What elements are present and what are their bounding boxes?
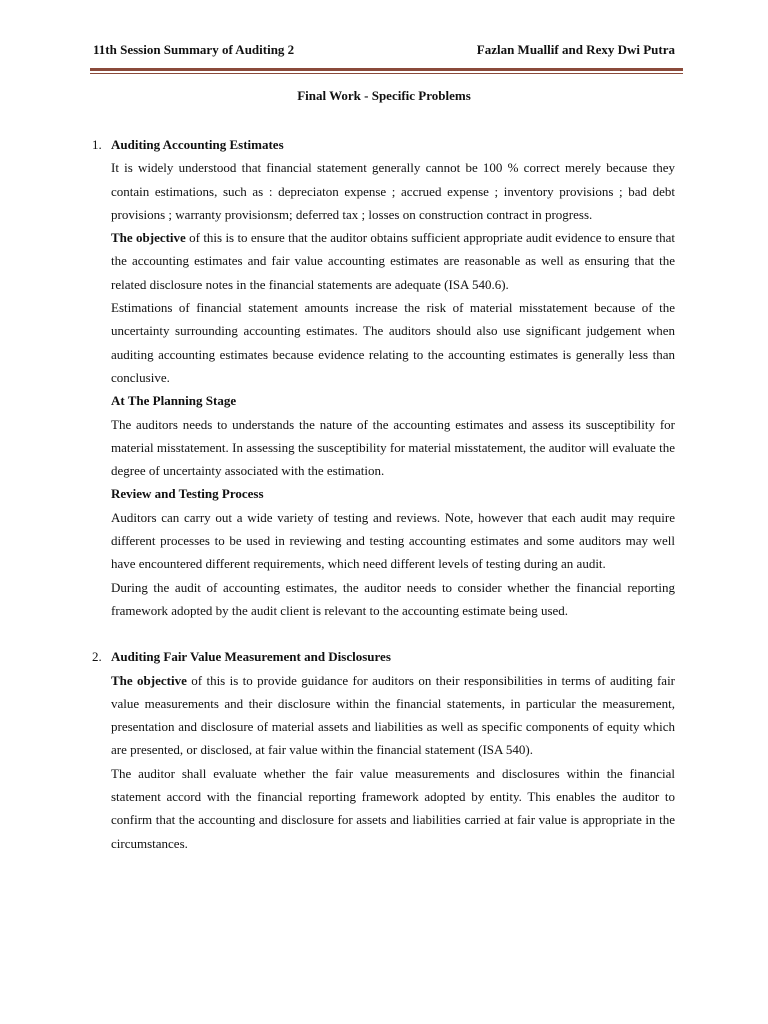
paragraph-objective <box>111 669 675 762</box>
header-authors: Fazlan Muallif and Rexy Dwi Putra <box>476 42 675 57</box>
document-body <box>92 133 675 855</box>
page-header <box>93 42 675 58</box>
section-heading: Auditing Accounting Estimates <box>111 137 284 152</box>
section-number: 1. <box>92 137 102 152</box>
header-rule-thick <box>90 68 683 71</box>
subheading-review-testing: Review and Testing Process <box>111 486 264 502</box>
header-course-title: 11th Session Summary of Auditing 2 <box>93 42 295 57</box>
section-number: 2. <box>92 649 102 665</box>
paragraph-lead: The objective <box>111 230 186 246</box>
paragraph-lead: The objective <box>111 672 187 688</box>
paragraph-text: of this is to ensure that the auditor obtains sufficient appropriate audit evidence to ensure that the accounting estimates and fair value accounting estimates are reasonable as well as ensuring that the related disclosure notes in the financial statements are adequate (ISA 540.6). <box>111 230 676 292</box>
subheading-planning-stage: At The Planning Stage <box>111 393 237 409</box>
paragraph: During the audit of accounting estimates, the auditor needs to consider whether the financial reporting framework adopted by the audit client is relevant to the accounting estimate being used. <box>111 579 675 618</box>
section-fair-value <box>92 645 675 855</box>
paragraph: The auditors needs to understands the nature of the accounting estimates and assess its susceptibility for material misstatement. In assessing the susceptibility for material misstatement, the auditor will evaluate the degree of uncertainty associated with the estimation. <box>111 416 675 479</box>
header-rule-thin <box>90 73 683 74</box>
paragraph-text: of this is to provide guidance for auditors on their responsibilities in terms of auditing fair value measurements and their disclosure within the financial statements, in particular the measurement, presentation and disclosure of material assets and liabilities as well as specific components of equity which are presented, or disclosed, at fair value within the financial statement (ISA 540). <box>111 672 676 758</box>
paragraph-objective <box>111 226 675 296</box>
paragraph: The auditor shall evaluate whether the fair value measurements and disclosures within the financial statement accord with the financial reporting framework adopted by entity. This enables the auditor to confirm that the accounting and disclosure for assets and liabilities carried at fair value is appropriate in the circumstances. <box>111 765 675 851</box>
document-title: Final Work - Specific Problems <box>297 88 471 103</box>
paragraph: It is widely understood that financial statement generally cannot be 100 % correct merely because they contain estimations, such as : depreciaton expense ; accrued expense ; inventory provisions ; bad debt provisions ; warranty provisionsm; deferred tax ; losses on construction contract in progress. <box>111 160 675 222</box>
paragraph: Auditors can carry out a wide variety of testing and reviews. Note, however that each audit may require different processes to be used in reviewing and testing accounting estimates and some auditors may well have encountered different requirements, which need different levels of testing during an audit. <box>111 509 675 572</box>
paragraph: Estimations of financial statement amounts increase the risk of material misstatement because of the uncertainty surrounding accounting estimates. The auditors should also use significant judgement when auditing accounting estimates because evidence relating to the accounting estimates is generally less than conclusive. <box>111 300 675 385</box>
section-heading: Auditing Fair Value Measurement and Disclosures <box>111 649 391 665</box>
section-accounting-estimates <box>92 133 675 622</box>
section-spacer <box>92 622 675 645</box>
